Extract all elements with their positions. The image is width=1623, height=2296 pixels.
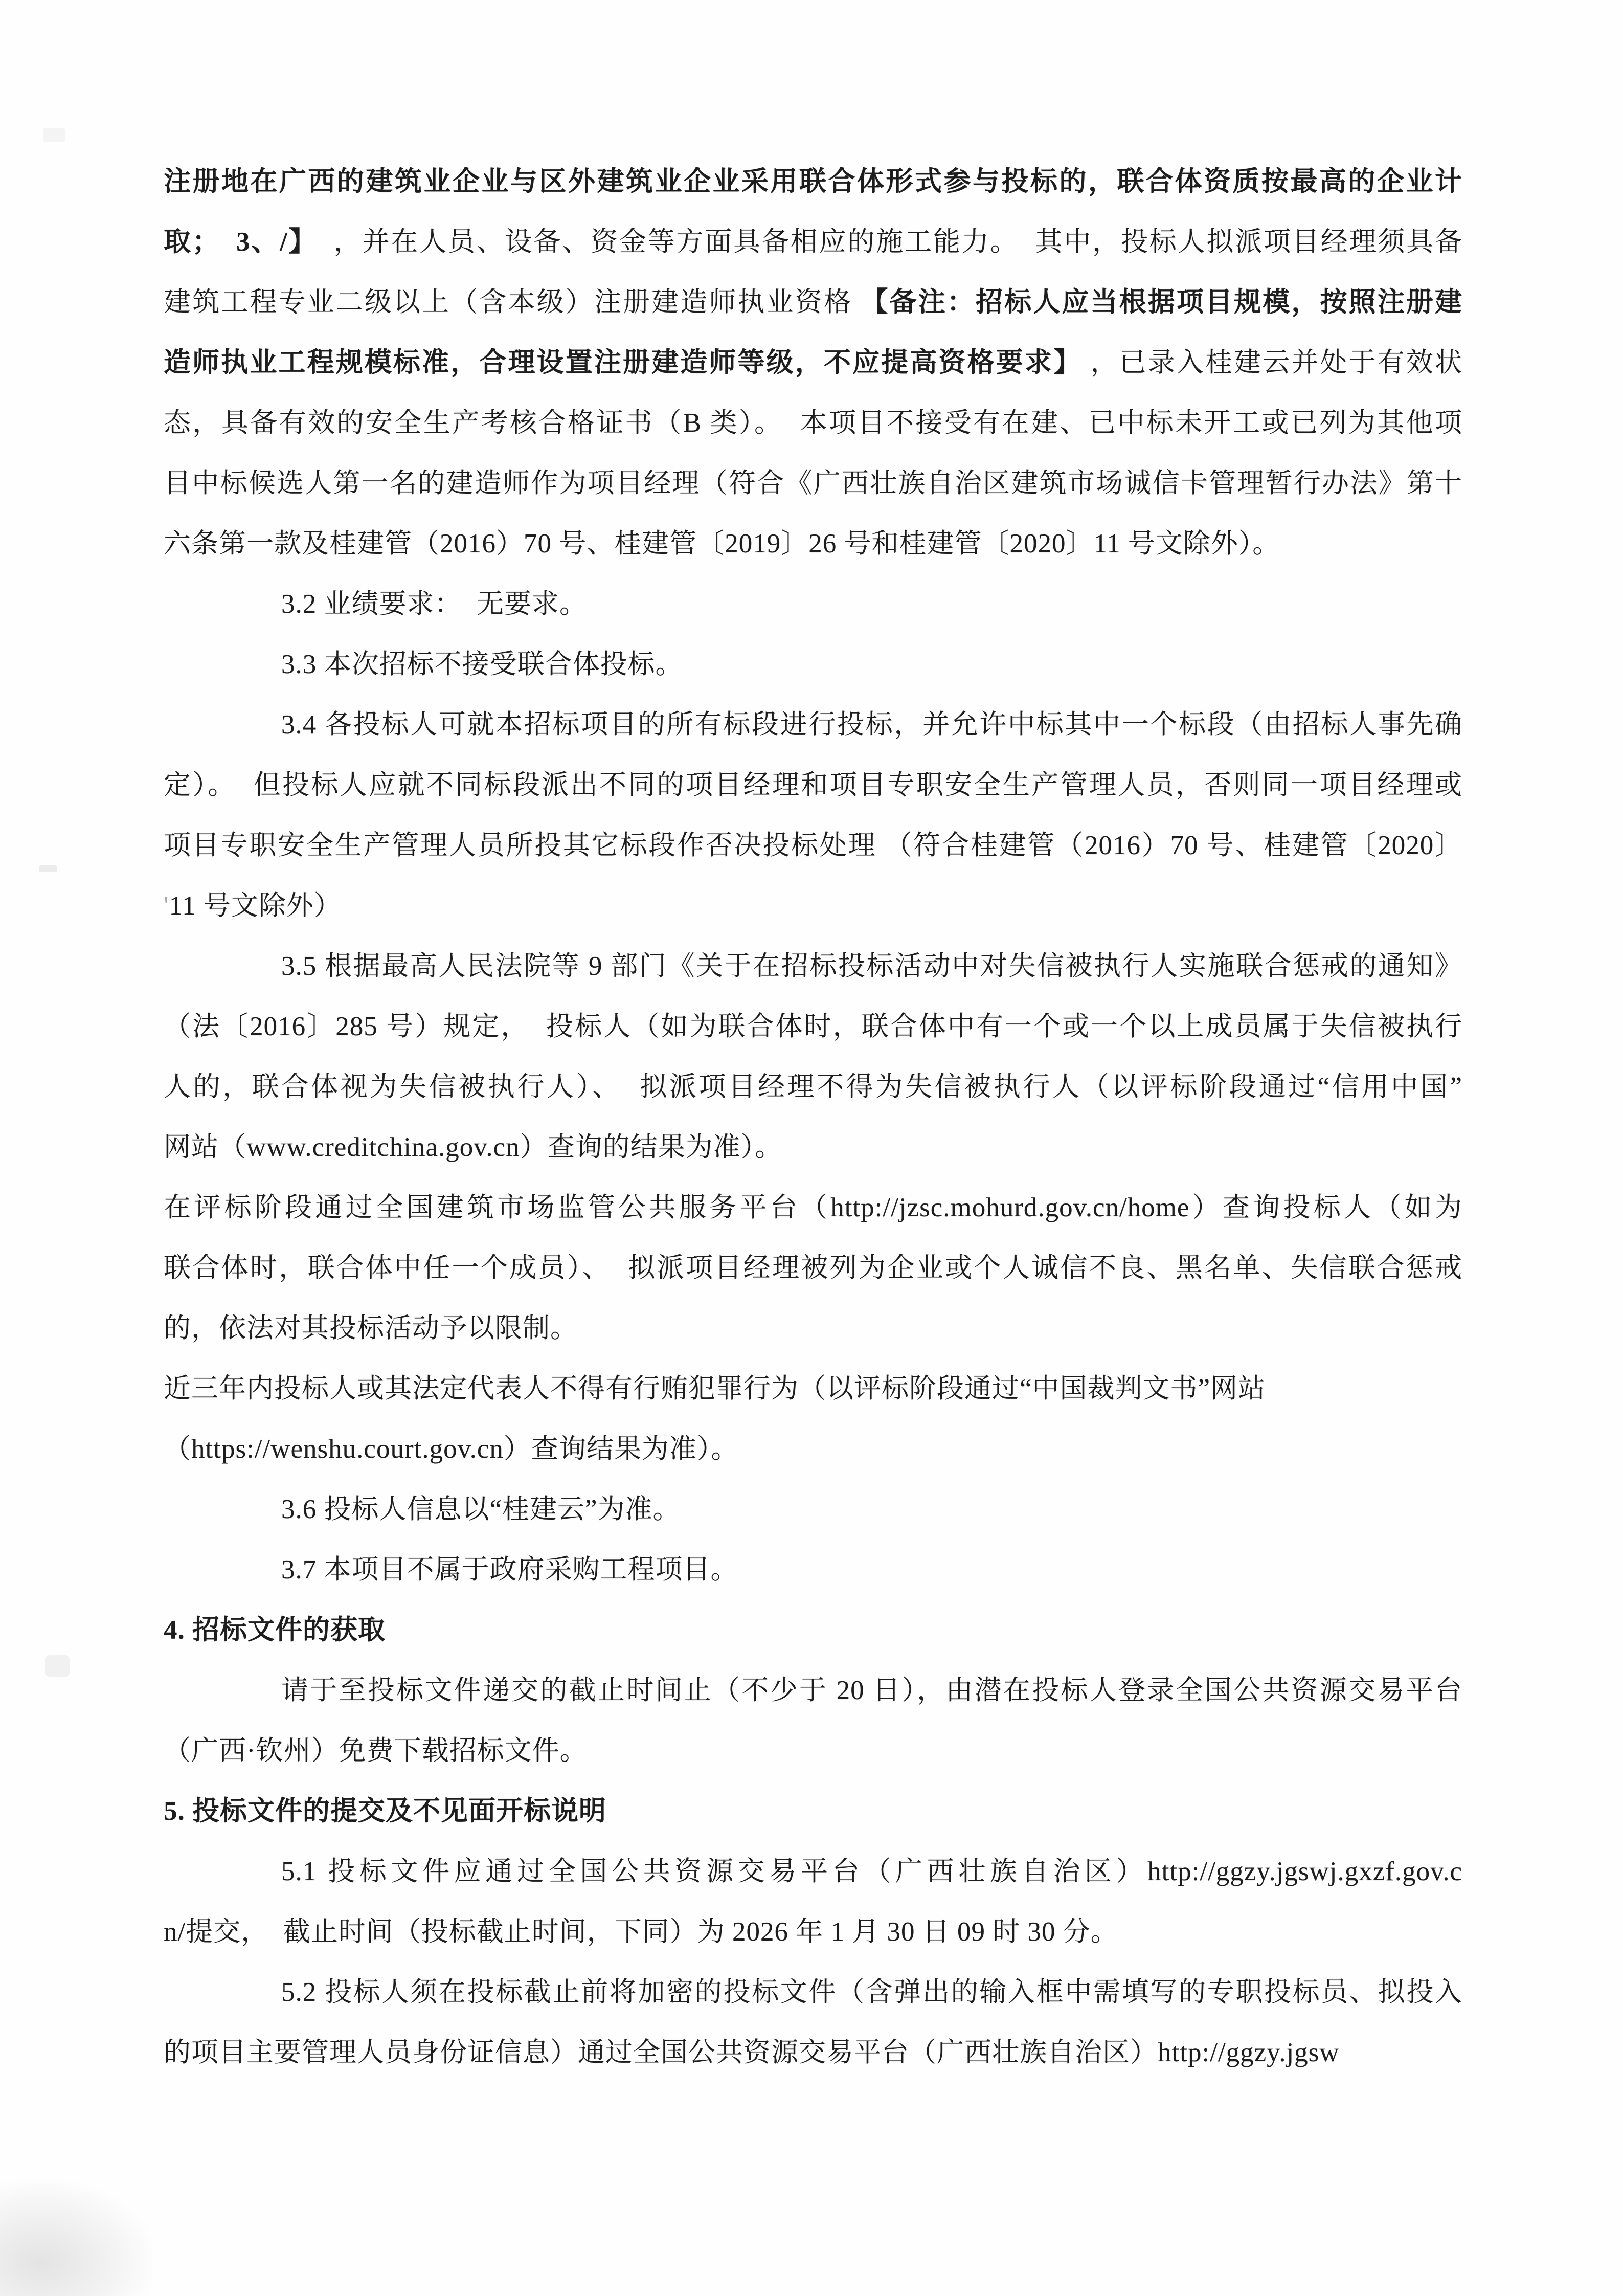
scan-speck-lower-left (45, 1655, 70, 1677)
item-3-7 (164, 1540, 1462, 1600)
item-3-4-line-2 (164, 755, 1462, 815)
item-3-2 (164, 574, 1462, 634)
text-segment: 的项目主要管理人员身份证信息）通过全国公共资源交易平台（广西壮族自治区）http://ggzy.jgsw (164, 2038, 1340, 2067)
bold-text-segment: 造师执业工程规模标准，合理设置注册建造师等级，不应提高资格要求】 (164, 348, 1083, 377)
para-joint-venture-line-7 (164, 514, 1462, 574)
text-segment: 网站（www.creditchina.gov.cn）查询的结果为准）。 (164, 1132, 783, 1162)
heading-5 (164, 1781, 1462, 1841)
item-5-2-line-2 (164, 2022, 1462, 2083)
item-3-4-line-4 (164, 876, 1462, 936)
item-3-5-line-2 (164, 996, 1462, 1057)
item-3-5-line-4 (164, 1117, 1462, 1177)
text-segment: 建筑工程专业二级以上（含本级）注册建造师执业资格 (164, 287, 861, 317)
text-segment: 3.5 根据最高人民法院等 9 部门《关于在招标投标活动中对失信被执行人实施联合惩戒的通知》 (281, 951, 1462, 981)
item-3-4-line-3 (164, 815, 1462, 876)
bold-text-segment: 取； 3、/】 (164, 227, 318, 257)
text-segment: 11 号文除外） (169, 891, 342, 921)
item-3-3 (164, 634, 1462, 695)
para-joint-venture-line-5 (164, 393, 1462, 453)
text-segment: 在评标阶段通过全国建筑市场监管公共服务平台（http://jzsc.mohurd.gov.cn/home）查询投标人（如为 (164, 1193, 1462, 1222)
text-segment: ，已录入桂建云并处于有效状 (1082, 348, 1463, 377)
para-credit-check-line-2 (164, 1238, 1462, 1298)
text-segment: 5.2 投标人须在投标截止前将加密的投标文件（含弹出的输入框中需填写的专职投标员、拟投入 (281, 1977, 1462, 2007)
text-segment: 联合体时，联合体中任一个成员）、 拟派项目经理被列为企业或个人诚信不良、黑名单、失信联合惩戒 (164, 1253, 1462, 1283)
para-obtain-line-1 (164, 1660, 1462, 1721)
text-segment: 3.6 投标人信息以“桂建云”为准。 (281, 1495, 681, 1524)
item-3-5-line-3 (164, 1057, 1462, 1117)
para-credit-check-line-3 (164, 1298, 1462, 1358)
bold-text-segment: 【备注：招标人应当根据项目规模，按照注册建 (861, 287, 1463, 317)
text-segment: （广西·钦州）免费下载招标文件。 (164, 1736, 588, 1766)
text-segment: 请于至投标文件递交的截止时间止（不少于 20 日），由潜在投标人登录全国公共资源交易平台 (281, 1676, 1462, 1705)
item-5-1-line-2 (164, 1902, 1462, 1962)
text-segment: 定）。 但投标人应就不同标段派出不同的项目经理和项目专职安全生产管理人员，否则同一项目经理或 (164, 770, 1462, 800)
text-segment: 3.7 本项目不属于政府采购工程项目。 (281, 1555, 738, 1585)
item-3-4-line-1 (164, 695, 1462, 755)
scan-tick-mark: ' (164, 891, 169, 921)
para-joint-venture-line-3 (164, 272, 1462, 332)
text-segment: 3.4 各投标人可就本招标项目的所有标段进行投标，并允许中标其中一个标段（由招标人事先确 (281, 710, 1462, 740)
text-segment: （法〔2016〕285 号）规定， 投标人（如为联合体时，联合体中有一个或一个以上成员属于失信被执行 (164, 1012, 1462, 1041)
para-joint-venture-line-4 (164, 332, 1462, 393)
document-text-block (164, 151, 1462, 2083)
text-segment: ，并在人员、设备、资金等方面具备相应的施工能力。 其中，投标人拟派项目经理须具备 (317, 227, 1462, 257)
item-5-1-line-1 (164, 1841, 1462, 1902)
para-obtain-line-2 (164, 1721, 1462, 1781)
scan-speck-mid-left (39, 865, 57, 872)
text-segment: 的，依法对其投标活动予以限制。 (164, 1313, 578, 1343)
text-segment: 3.2 业绩要求： 无要求。 (281, 589, 587, 619)
item-3-5-line-1 (164, 936, 1462, 996)
para-joint-venture-line-2 (164, 212, 1462, 272)
item-5-2-line-1 (164, 1962, 1462, 2022)
scan-speck-top-left (43, 128, 65, 142)
bold-text-segment: 5. 投标文件的提交及不见面开标说明 (164, 1796, 606, 1826)
text-segment: 人的，联合体视为失信被执行人）、 拟派项目经理不得为失信被执行人（以评标阶段通过“信用中国” (164, 1072, 1462, 1102)
bold-text-segment: 注册地在广西的建筑业企业与区外建筑业企业采用联合体形式参与投标的，联合体资质按最高的企业计 (164, 167, 1462, 196)
para-bribery-line-1 (164, 1358, 1462, 1419)
para-credit-check-line-1 (164, 1177, 1462, 1238)
heading-4 (164, 1600, 1462, 1660)
scan-smudge-bottom-left (0, 2180, 153, 2296)
bold-text-segment: 4. 招标文件的获取 (164, 1615, 386, 1645)
para-bribery-line-2 (164, 1419, 1462, 1479)
text-segment: 近三年内投标人或其法定代表人不得有行贿犯罪行为（以评标阶段通过“中国裁判文书”网站 (164, 1374, 1266, 1403)
text-segment: 六条第一款及桂建管（2016）70 号、桂建管〔2019〕26 号和桂建管〔2020〕11 号文除外）。 (164, 529, 1280, 559)
text-segment: （https://wenshu.court.gov.cn）查询结果为准）。 (164, 1434, 739, 1464)
text-segment: 5.1 投标文件应通过全国公共资源交易平台（广西壮族自治区）http://ggzy.jgswj.gxzf.gov.c (281, 1857, 1462, 1886)
para-joint-venture-line-6 (164, 453, 1462, 514)
text-segment: 项目专职安全生产管理人员所投其它标段作否决投标处理 （符合桂建管（2016）70 号、桂建管〔2020〕 (164, 831, 1462, 860)
text-segment: n/提交， 截止时间（投标截止时间，下同）为 2026 年 1 月 30 日 09 时 30 分。 (164, 1917, 1118, 1947)
item-3-6 (164, 1479, 1462, 1540)
text-segment: 态，具备有效的安全生产考核合格证书（B 类）。 本项目不接受有在建、已中标未开工或已列为其他项 (164, 408, 1462, 438)
text-segment: 目中标候选人第一名的建造师作为项目经理（符合《广西壮族自治区建筑市场诚信卡管理暂行办法》第十 (164, 469, 1462, 498)
text-segment: 3.3 本次招标不接受联合体投标。 (281, 650, 683, 679)
para-joint-venture-line-1 (164, 151, 1462, 212)
